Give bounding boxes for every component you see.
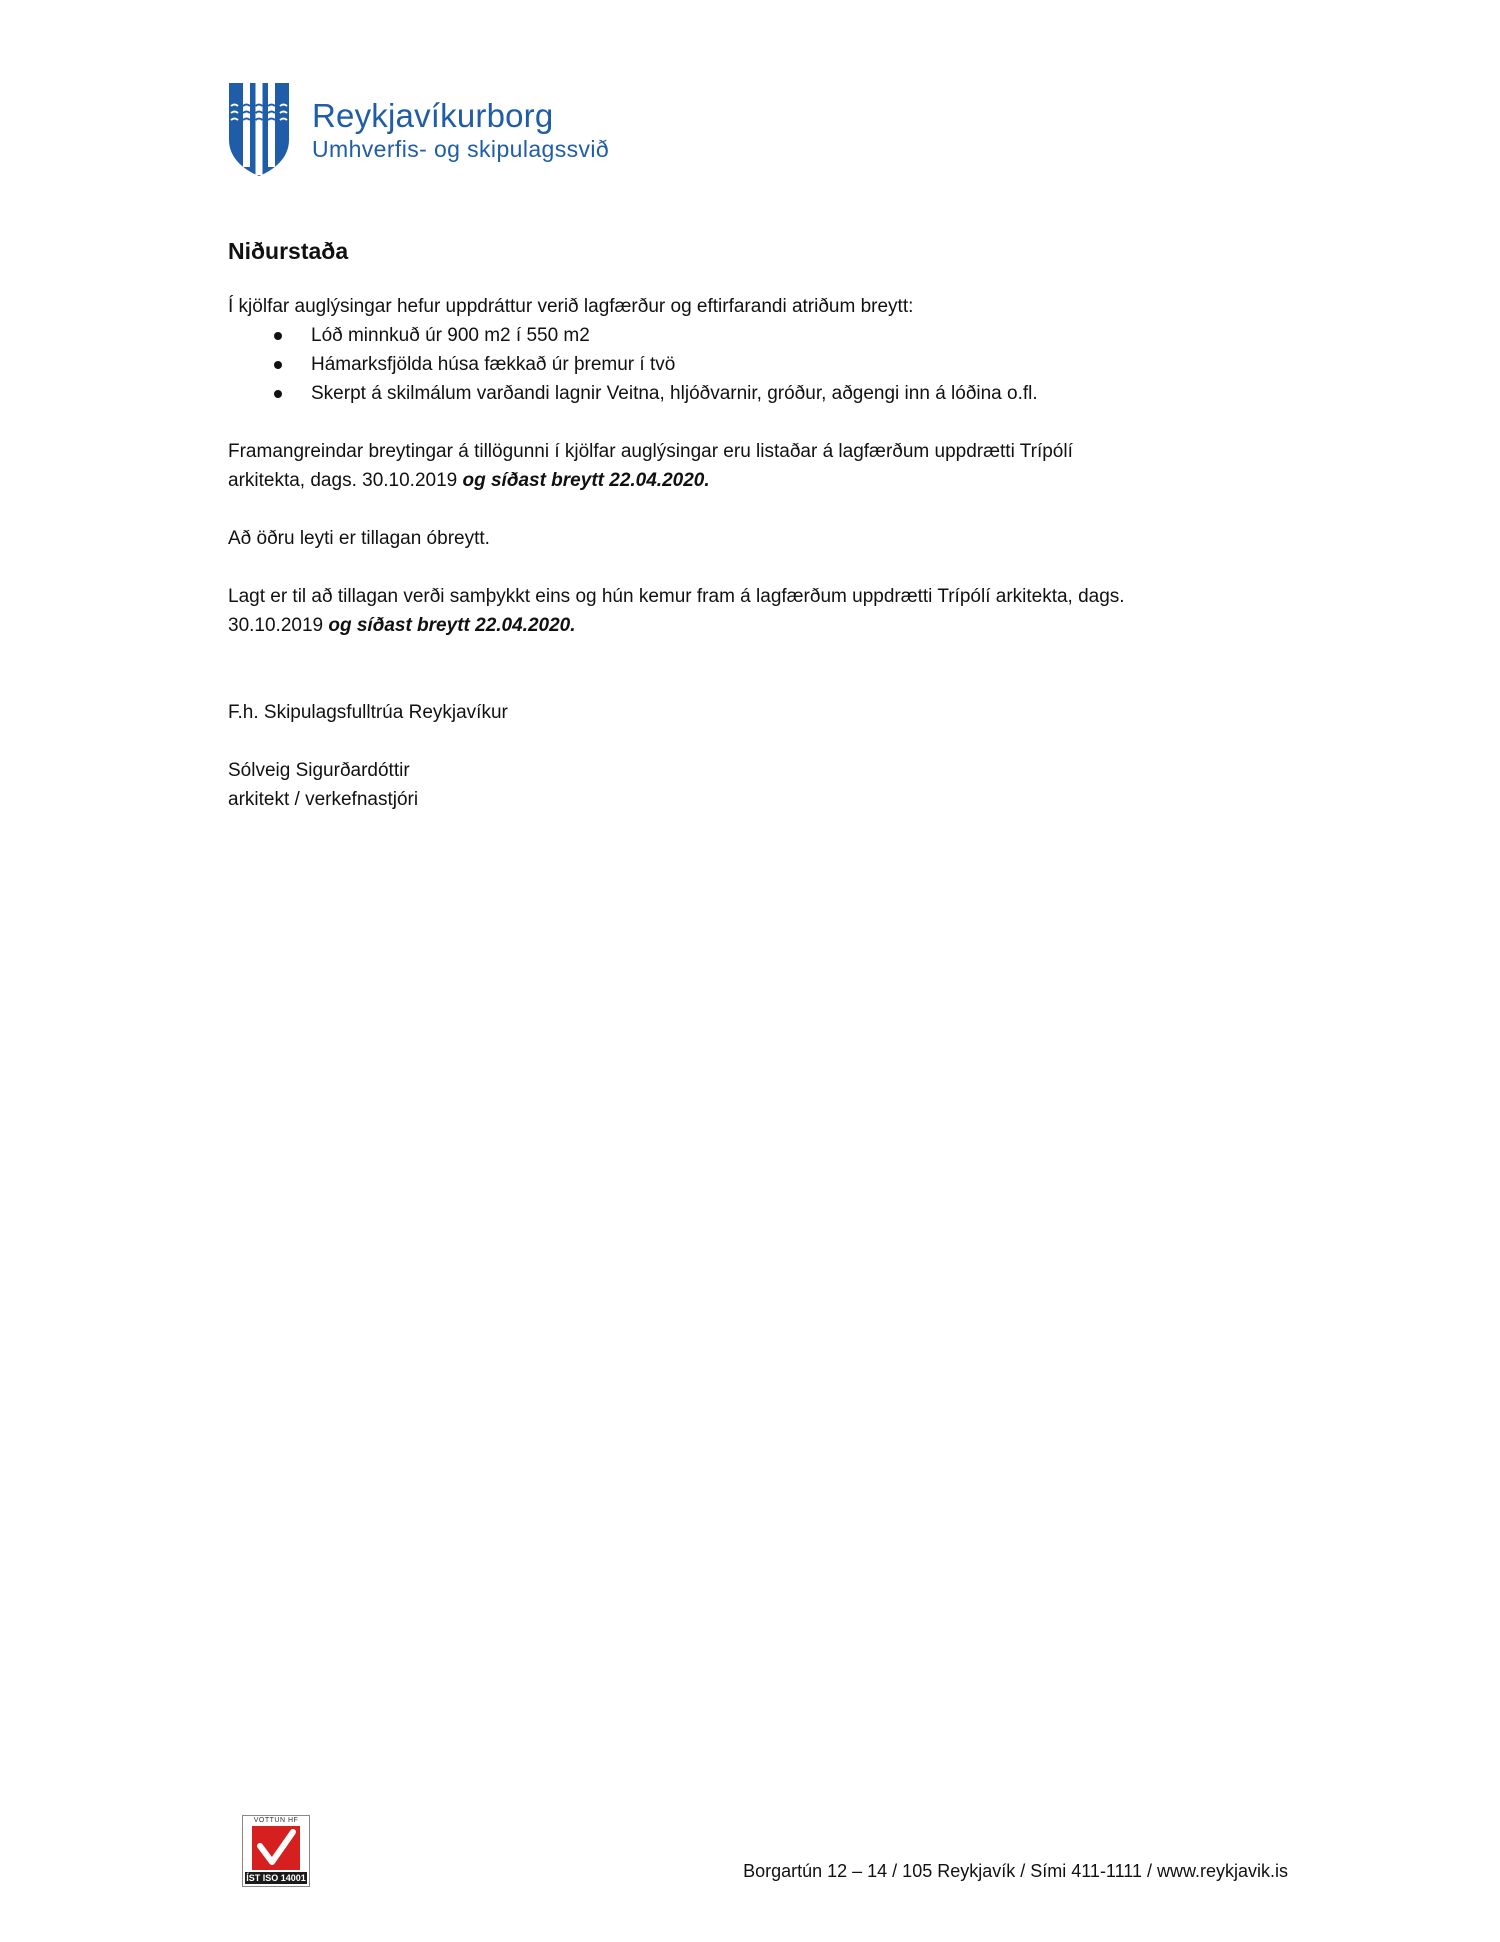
list-item [228,321,1288,350]
proposal-paragraph-line1: Lagt er til að tillagan verði samþykkt eins og hún kemur fram á lagfærðum uppdrætti Trípólí arkitekta, dags. [228,586,1125,607]
org-text [312,98,609,162]
list-item [228,379,1288,408]
proposal-paragraph-emphasis: og síðast breytt 22.04.2020. [328,615,576,636]
changes-paragraph-emphasis: og síðast breytt 22.04.2020. [462,470,710,491]
list-item-text: Skerpt á skilmálum varðandi lagnir Veitna, hljóðvarnir, gróður, aðgengi inn á lóðina o.fl. [311,383,1038,404]
bullet-icon [274,361,282,369]
list-item-text: Lóð minnkuð úr 900 m2 í 550 m2 [311,325,590,346]
signer-name: Sólveig Sigurðardóttir [228,760,410,781]
signoff-line: F.h. Skipulagsfulltrúa Reykjavíkur [228,702,508,723]
signer-title: arkitekt / verkefnastjóri [228,789,419,810]
changes-paragraph-line2: arkitekta, dags. 30.10.2019 [228,470,463,491]
intro-paragraph: Í kjölfar auglýsingar hefur uppdráttur verið lagfærður og eftirfarandi atriðum breytt: [228,296,914,317]
iso-badge-bottom-text: ÍST ISO 14001 [246,1873,306,1883]
list-item [228,350,1288,379]
checkmark-icon [252,1826,300,1870]
unchanged-paragraph: Að öðru leyti er tillagan óbreytt. [228,528,490,549]
bullet-icon [274,332,282,340]
iso-certification-badge [242,1815,310,1887]
footer-address: Borgartún 12 – 14 / 105 Reykjavík / Sími 411-1111 / www.reykjavik.is [743,1861,1288,1881]
bullet-icon [274,390,282,398]
header-logo [228,82,609,177]
org-name: Reykjavíkurborg [312,97,554,134]
iso-badge-top-text: VOTTUN HF [253,1817,299,1824]
proposal-paragraph [228,582,1288,640]
document-heading: Niðurstaða [228,238,349,264]
document-body [228,236,1288,814]
changes-list [228,321,1288,408]
list-item-text: Hámarksfjölda húsa fækkað úr þremur í tvö [311,354,676,375]
changes-paragraph [228,437,1288,495]
reykjavik-crest-icon [228,82,290,177]
org-department: Umhverfis- og skipulagssvið [312,136,610,162]
proposal-paragraph-line2: 30.10.2019 [228,615,329,636]
changes-paragraph-line1: Framangreindar breytingar á tillögunni í kjölfar auglýsingar eru listaðar á lagfærðum uppdrætti Trípólí [228,441,1073,462]
